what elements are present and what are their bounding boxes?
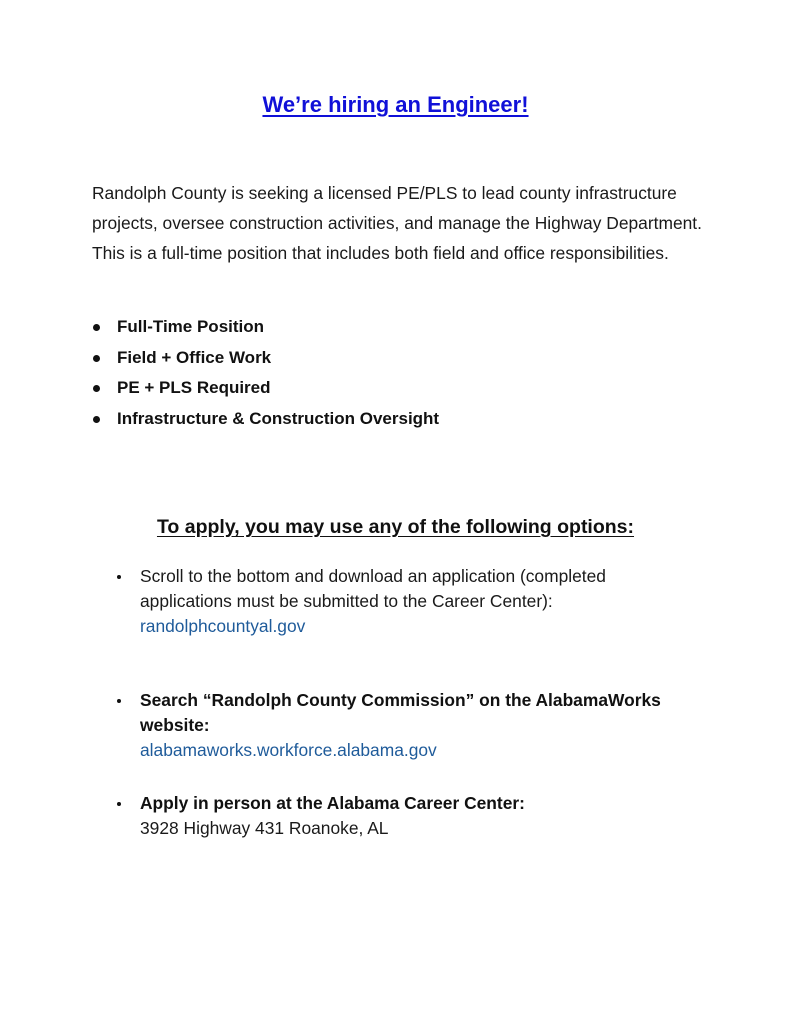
- bullet-icon: [117, 802, 121, 806]
- address-text: 3928 Highway 431 Roanoke, AL: [140, 818, 389, 838]
- option-text: Search “Randolph County Commission” on the AlabamaWorks website:: [140, 690, 661, 735]
- apply-option-download: [140, 564, 700, 639]
- intro-paragraph: Randolph County is seeking a licensed PE/PLS to lead county infrastructure projects, oversee construction activities, and manage the Highway Department. This is a full-time position that includes both field and office responsibilities.: [92, 183, 702, 263]
- alabamaworks-link[interactable]: alabamaworks.workforce.alabama.gov: [140, 740, 437, 760]
- bullet-icon: [93, 385, 100, 392]
- apply-option-in-person: [140, 791, 700, 841]
- apply-heading: To apply, you may use any of the following options:: [156, 516, 635, 538]
- option-text: Scroll to the bottom and download an application (completed applications must be submitted to the Career Center):: [140, 566, 606, 611]
- apply-option-alabamaworks: [140, 688, 700, 763]
- bullet-icon: [117, 699, 121, 703]
- website-link[interactable]: randolphcountyal.gov: [140, 616, 306, 636]
- bullet-icon: [93, 416, 100, 423]
- highlight-item: Full-Time Position: [92, 312, 439, 343]
- bullet-icon: [93, 355, 100, 362]
- highlights-list: [92, 312, 439, 434]
- highlight-item: PE + PLS Required: [92, 373, 439, 404]
- highlight-item: Field + Office Work: [92, 343, 439, 374]
- highlight-item: Infrastructure & Construction Oversight: [92, 404, 439, 435]
- bullet-icon: [117, 575, 121, 579]
- option-text: Apply in person at the Alabama Career Center:: [140, 793, 525, 813]
- page-title: We’re hiring an Engineer!: [262, 92, 529, 117]
- bullet-icon: [93, 324, 100, 331]
